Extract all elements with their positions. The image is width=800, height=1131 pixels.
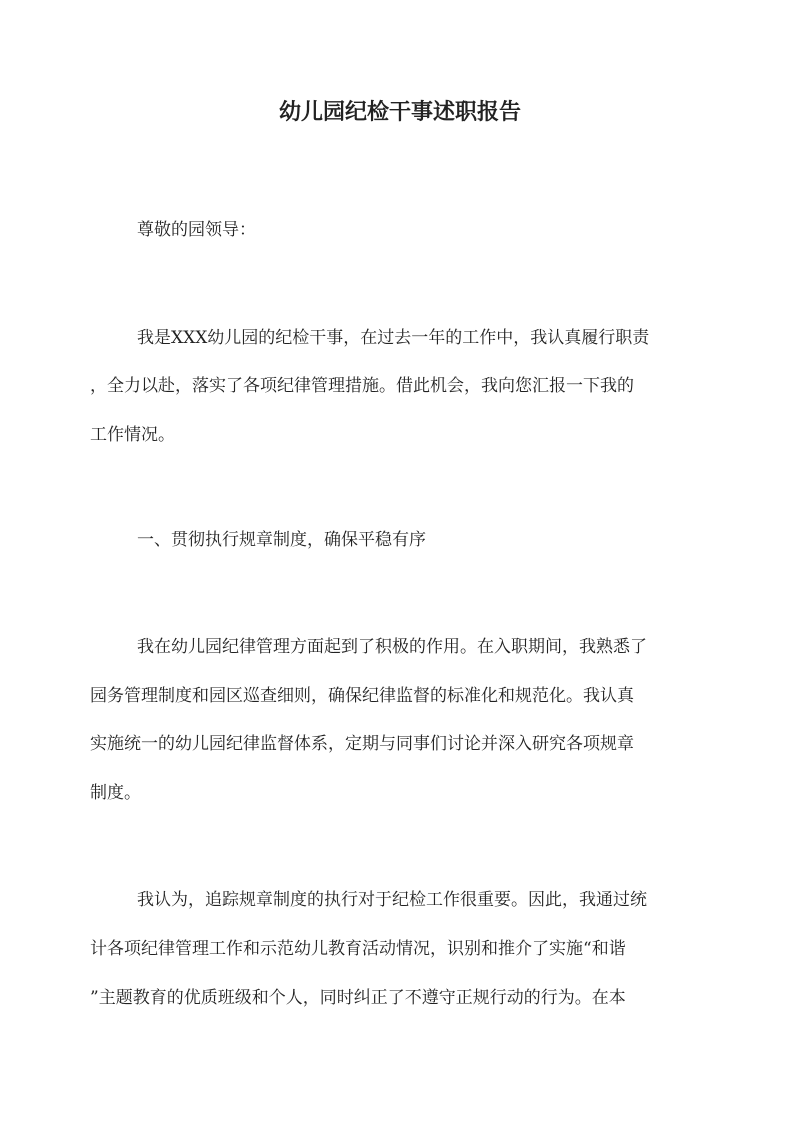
- paragraph-1-line-1: 我是XXX幼儿园的纪检干事，在过去一年的工作中，我认真履行职责: [137, 328, 650, 348]
- paragraph-2-line-1: 我在幼儿园纪律管理方面起到了积极的作用。在入职期间，我熟悉了: [137, 637, 647, 657]
- paragraph-1-line-2: ，全力以赴，落实了各项纪律管理措施。借此机会，我向您汇报一下我的: [90, 376, 634, 396]
- paragraph-3-line-1: 我认为，追踪规章制度的执行对于纪检工作很重要。因此，我通过统: [137, 890, 647, 910]
- section-1-heading: 一、贯彻执行规章制度，确保平稳有序: [137, 530, 426, 550]
- document-title: 幼儿园纪检干事述职报告: [278, 99, 521, 125]
- paragraph-2-line-2: 园务管理制度和园区巡查细则，确保纪律监督的标准化和规范化。我认真: [90, 686, 634, 706]
- paragraph-2-line-4: 制度。: [90, 783, 141, 803]
- paragraph-2-line-3: 实施统一的幼儿园纪律监督体系，定期与同事们讨论并深入研究各项规章: [90, 734, 634, 754]
- paragraph-1-line-3: 工作情况。: [90, 425, 175, 445]
- paragraph-3-line-2: 计各项纪律管理工作和示范幼儿教育活动情况，识别和推介了实施“和谐: [90, 939, 626, 959]
- salutation: 尊敬的园领导：: [137, 220, 256, 240]
- paragraph-3-line-3: ”主题教育的优质班级和个人，同时纠正了不遵守正规行动的行为。在本: [90, 988, 626, 1008]
